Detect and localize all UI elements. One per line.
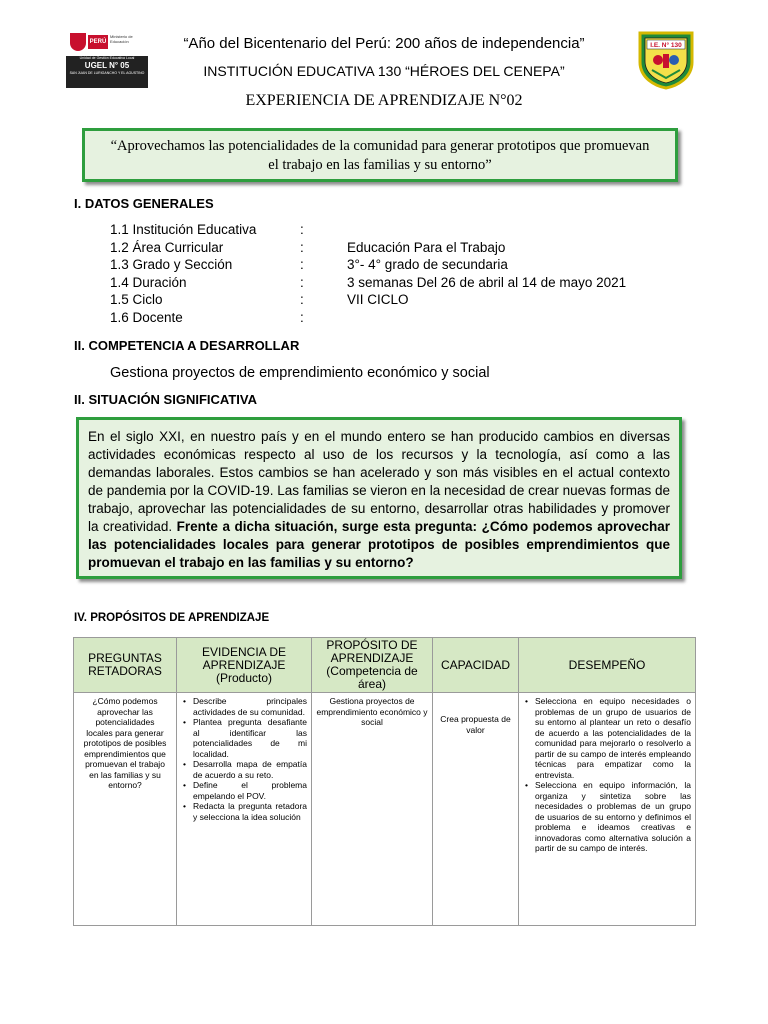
evidencia-item: • Define el problema empelando el POV. <box>193 780 307 801</box>
desempeno-item: • Selecciona en equipo información, la organiza y sintetiza sobre las necesidades o problemas de un grupo de usuarios de su entorno y definimos el problema e ideamos creativas e innovadoras como alternativa solución a partir de su campo de interés. <box>535 780 691 854</box>
cell-desempenos <box>519 693 696 926</box>
table-row <box>74 693 696 926</box>
evidencia-item: • Describe principales actividades de su comunidad. <box>193 696 307 717</box>
competencia-heading: II. COMPETENCIA A DESARROLLAR <box>74 338 300 353</box>
header-evidencia-title: EVIDENCIA DE APRENDIZAJE <box>201 644 287 672</box>
header-evidencia <box>177 638 312 693</box>
row-separator: : <box>300 222 304 237</box>
situacion-body: En el siglo XXI, en nuestro país y en el mundo entero se han producido cambios en diversas actividades económicas respecto al uso de los recursos y la tecnología, así como a las demandas laborales. Estos cambios se han acelerado y son más visibles en el actual contexto de pandemia por la COVID-19. Las familias se vieron en la necesidad de crear nuevas formas de trabajo, aprovechar las potencialidades de su entorno, desarrollar otras habilidades y promover la creatividad. <box>88 429 670 534</box>
peru-label: PERÚ <box>88 35 108 49</box>
general-data-row <box>110 222 670 240</box>
header-preguntas: PREGUNTAS RETADORAS <box>74 638 177 693</box>
experience-title-box <box>82 128 678 182</box>
cell-evidencias <box>177 693 312 926</box>
row-separator: : <box>300 240 304 255</box>
peru-shield-icon <box>70 33 86 51</box>
row-label: 1.3 Grado y Sección <box>110 257 233 272</box>
desempeno-item: • Selecciona en equipo necesidades o problemas de un grupo de usuarios de su entorno al plantear un reto o desafío de acuerdo a las potencialidades de la comunidad para mejorarlo o resolverlo a partir de su campo de interés empleando técnicas para empatizar como la entrevista. <box>535 696 691 780</box>
general-data-row <box>110 292 670 310</box>
situacion-box <box>76 417 682 579</box>
document-title: EXPERIENCIA DE APRENDIZAJE N°02 <box>245 92 523 109</box>
header-proposito <box>312 638 433 693</box>
row-value: Educación Para el Trabajo <box>347 240 506 255</box>
row-value: VII CICLO <box>347 292 409 307</box>
experience-title-line2: el trabajo en las familias y su entorno” <box>268 157 492 173</box>
row-label: 1.4 Duración <box>110 275 187 290</box>
ugel-district: SAN JUAN DE LURIGANCHO Y EL AGUSTINO <box>69 71 145 75</box>
evidencia-item: • Plantea pregunta desafiante al identificar las potencialidades de mi localidad. <box>193 717 307 759</box>
ugel-unit-label: Unidad de Gestión Educativa Local <box>79 56 135 60</box>
experience-title-line1: “Aprovechamos las potencialidades de la comunidad para generar prototipos que promuevan <box>110 138 650 154</box>
header-desempeno: DESEMPEÑO <box>519 638 696 693</box>
row-label: 1.2 Área Curricular <box>110 240 224 255</box>
ugel-number: UGEL N° 05 <box>84 61 130 70</box>
capacidad-text: Crea propuesta de valor <box>440 714 511 735</box>
row-separator: : <box>300 292 304 307</box>
evidencia-item: • Redacta la pregunta retadora y selecciona la idea solución <box>193 801 307 822</box>
header-proposito-sub: (Competencia de área) <box>326 664 418 691</box>
header-evidencia-sub: (Producto) <box>215 670 273 685</box>
situacion-question: ¿Cómo podemos aprovechar las potencialidades locales para generar prototipos de posibles emprendimientos que promuevan el trabajo en las familias y su entorno? <box>88 519 670 570</box>
header-capacidad: CAPACIDAD <box>433 638 519 693</box>
row-label: 1.1 Institución Educativa <box>110 222 257 237</box>
general-data-row <box>110 257 670 275</box>
row-separator: : <box>300 275 304 290</box>
row-value: 3°- 4° grado de secundaria <box>347 257 508 272</box>
evidencia-item: • Desarrolla mapa de empatía de acuerdo a su reto. <box>193 759 307 780</box>
crest-text: I.E. N° 130 <box>650 42 682 49</box>
cell-pregunta: ¿Cómo podemos aprovechar las potencialidades locales para generar prototipos de posibles emprendimientos que promuevan el trabajo en las familias y su entorno? <box>74 693 177 926</box>
table-header-row <box>74 638 696 693</box>
general-data-row <box>110 240 670 258</box>
general-data-row <box>110 310 670 328</box>
cell-capacidad <box>433 693 519 926</box>
row-value: 3 semanas Del 26 de abril al 14 de mayo 2021 <box>347 275 627 290</box>
propositos-heading: IV. PROPÓSITOS DE APRENDIZAJE <box>74 612 270 624</box>
ministry-label: Ministerio de Educación <box>110 34 133 44</box>
row-separator: : <box>300 257 304 272</box>
datos-generales-heading: I. DATOS GENERALES <box>74 196 214 211</box>
row-separator: : <box>300 310 304 325</box>
row-label: 1.5 Ciclo <box>110 292 163 307</box>
header-proposito-title: PROPÓSITO DE APRENDIZAJE <box>326 638 418 665</box>
situacion-heading: II. SITUACIÓN SIGNIFICATIVA <box>74 392 257 407</box>
competencia-text: Gestiona proyectos de emprendimiento económico y social <box>110 365 490 381</box>
situacion-lead: Frente a dicha situación, surge esta pregunta: <box>176 519 478 534</box>
row-label: 1.6 Docente <box>110 310 183 325</box>
cell-proposito: Gestiona proyectos de emprendimiento económico y social <box>312 693 433 926</box>
propositos-table <box>73 637 696 926</box>
institution-name: INSTITUCIÓN EDUCATIVA 130 “HÉROES DEL CENEPA” <box>203 63 565 79</box>
year-motto: “Año del Bicentenario del Perú: 200 años de independencia” <box>183 35 585 52</box>
general-data-row <box>110 275 670 293</box>
